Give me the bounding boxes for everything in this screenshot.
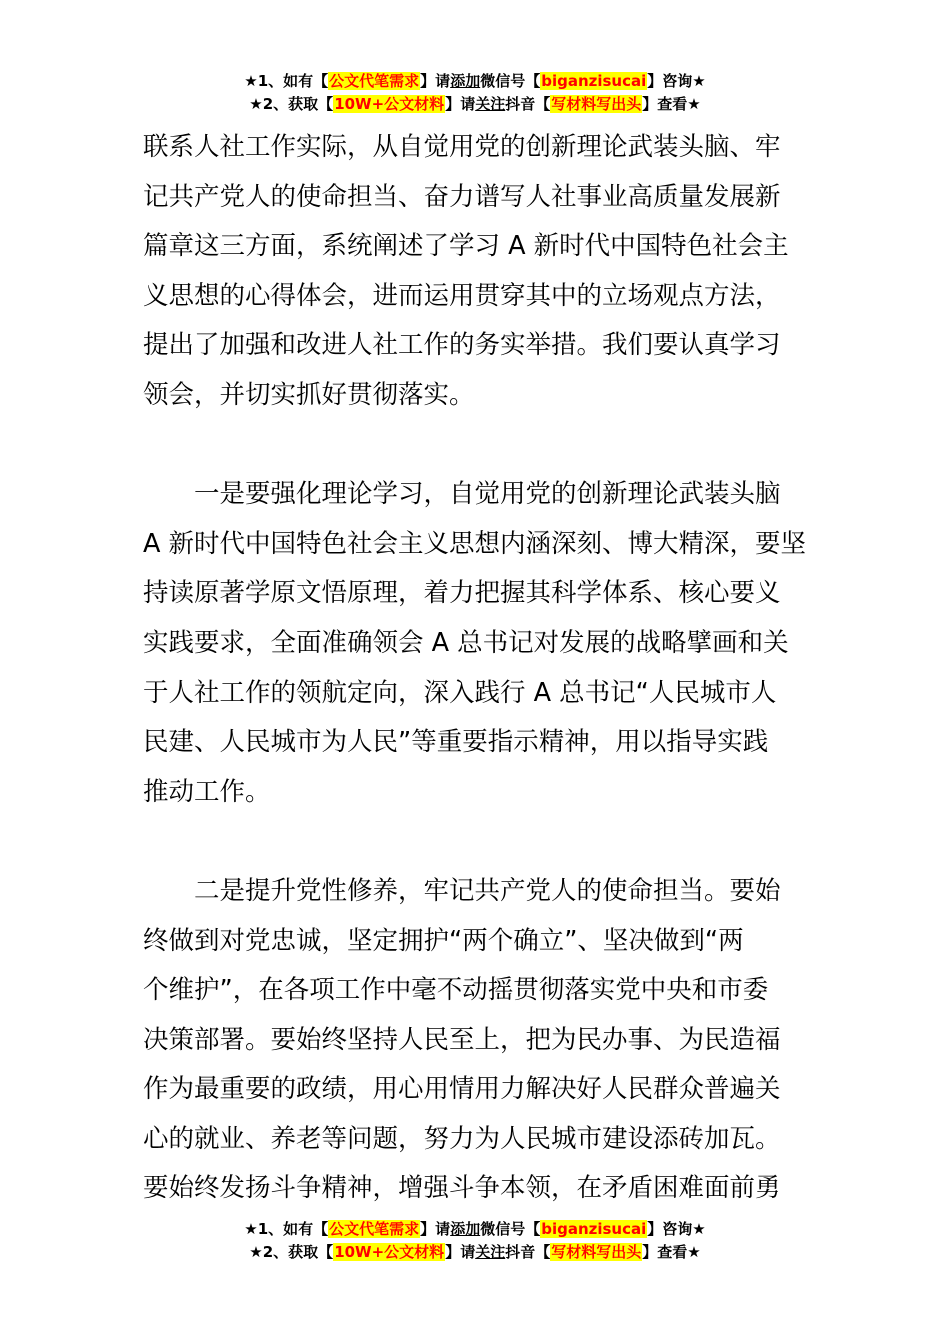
promo-text: 】请 (420, 72, 451, 90)
promo-text: 】请 (420, 1220, 451, 1238)
promo-underlined: 添加 (450, 1220, 481, 1238)
promo-wechat-id: biganzisucai (541, 72, 647, 90)
promo-douyin-name: 写材料写出头 (551, 95, 642, 113)
promo-underlined: 关注 (475, 1243, 506, 1261)
text-line: 联系人社工作实际，从自觉用党的创新理论武装头脑、牢 (143, 132, 781, 162)
promo-wechat-id: biganzisucai (541, 1220, 647, 1238)
promo-highlight: 10W+公文材料 (334, 95, 445, 113)
text-line: 民建、人民城市为人民”等重要指示精神，用以指导实践 (143, 727, 769, 758)
promo-highlight: 公文代笔需求 (329, 1220, 420, 1238)
promo-text: 微信号【 (480, 72, 541, 90)
text-line: 心的就业、养老等问题，努力为人民城市建设添砖加瓦。 (143, 1123, 781, 1154)
text-line: 于人社工作的领航定向，深入践行 A 总书记“人民城市人 (143, 677, 777, 708)
text-line: 个维护”，在各项工作中毫不动摇贯彻落实党中央和市委 (143, 975, 769, 1006)
promo-text: 】咨询★ (647, 72, 706, 90)
text-line: 作为最重要的政绩，用心用情用力解决好人民群众普遍关 (143, 1074, 781, 1105)
promo-text: 】咨询★ (647, 1220, 706, 1238)
text-line: 终做到对党忠诚，坚定拥护“两个确立”、坚决做到“两 (143, 925, 744, 956)
promo-underlined: 关注 (475, 95, 506, 113)
promo-text: ★2、获取【 (249, 1243, 334, 1261)
text-line: A 新时代中国特色社会主义思想内涵深刻、博大精深，要坚 (143, 528, 807, 559)
paragraph-intro (143, 123, 809, 421)
promo-text: 微信号【 (480, 1220, 541, 1238)
promo-text: 】请 (445, 95, 476, 113)
text-line: 实践要求，全面准确领会 A 总书记对发展的战略擘画和关 (143, 627, 789, 658)
text-line: 篇章这三方面，系统阐述了学习 A 新时代中国特色社会主 (143, 231, 789, 262)
document-body (143, 123, 809, 1214)
header-promo-banner (0, 70, 950, 116)
text-line: 记共产党人的使命担当、奋力谱写人社事业高质量发展新 (143, 181, 781, 212)
promo-text: 抖音【 (505, 95, 551, 113)
promo-underlined: 添加 (450, 72, 481, 90)
promo-highlight: 公文代笔需求 (329, 72, 420, 90)
paragraph-gap (143, 421, 809, 471)
promo-text: 抖音【 (505, 1243, 551, 1261)
text-line: 二是提升党性修养，牢记共产党人的使命担当。要始 (194, 875, 781, 906)
text-line: 提出了加强和改进人社工作的务实举措。我们要认真学习 (143, 330, 781, 361)
promo-highlight: 10W+公文材料 (334, 1243, 445, 1261)
promo-douyin-name: 写材料写出头 (551, 1243, 642, 1261)
promo-text: 】请 (445, 1243, 476, 1261)
promo-text: 】查看★ (642, 95, 701, 113)
text-line: 决策部署。要始终坚持人民至上，把为民办事、为民造福 (143, 1024, 781, 1055)
text-line: 持读原著学原文悟原理，着力把握其科学体系、核心要义 (143, 578, 781, 609)
text-line: 一是要强化理论学习，自觉用党的创新理论武装头脑 (194, 479, 781, 510)
promo-text: ★1、如有【 (244, 72, 329, 90)
text-line: 推动工作。 (143, 776, 271, 807)
text-line: 领会，并切实抓好贯彻落实。 (143, 379, 475, 410)
promo-text: ★2、获取【 (249, 95, 334, 113)
promo-text: 】查看★ (642, 1243, 701, 1261)
promo-line-1 (0, 1218, 950, 1241)
paragraph-theory-study (143, 470, 809, 817)
promo-line-1 (0, 70, 950, 93)
text-line: 义思想的心得体会，进而运用贯穿其中的立场观点方法， (143, 280, 781, 311)
paragraph-gap (143, 817, 809, 867)
footer-promo-banner (0, 1218, 950, 1264)
paragraph-party-spirit (143, 867, 809, 1214)
promo-line-2 (0, 93, 950, 116)
text-line: 要始终发扬斗争精神，增强斗争本领，在矛盾困难面前勇 (143, 1173, 781, 1204)
promo-text: ★1、如有【 (244, 1220, 329, 1238)
promo-line-2 (0, 1241, 950, 1264)
